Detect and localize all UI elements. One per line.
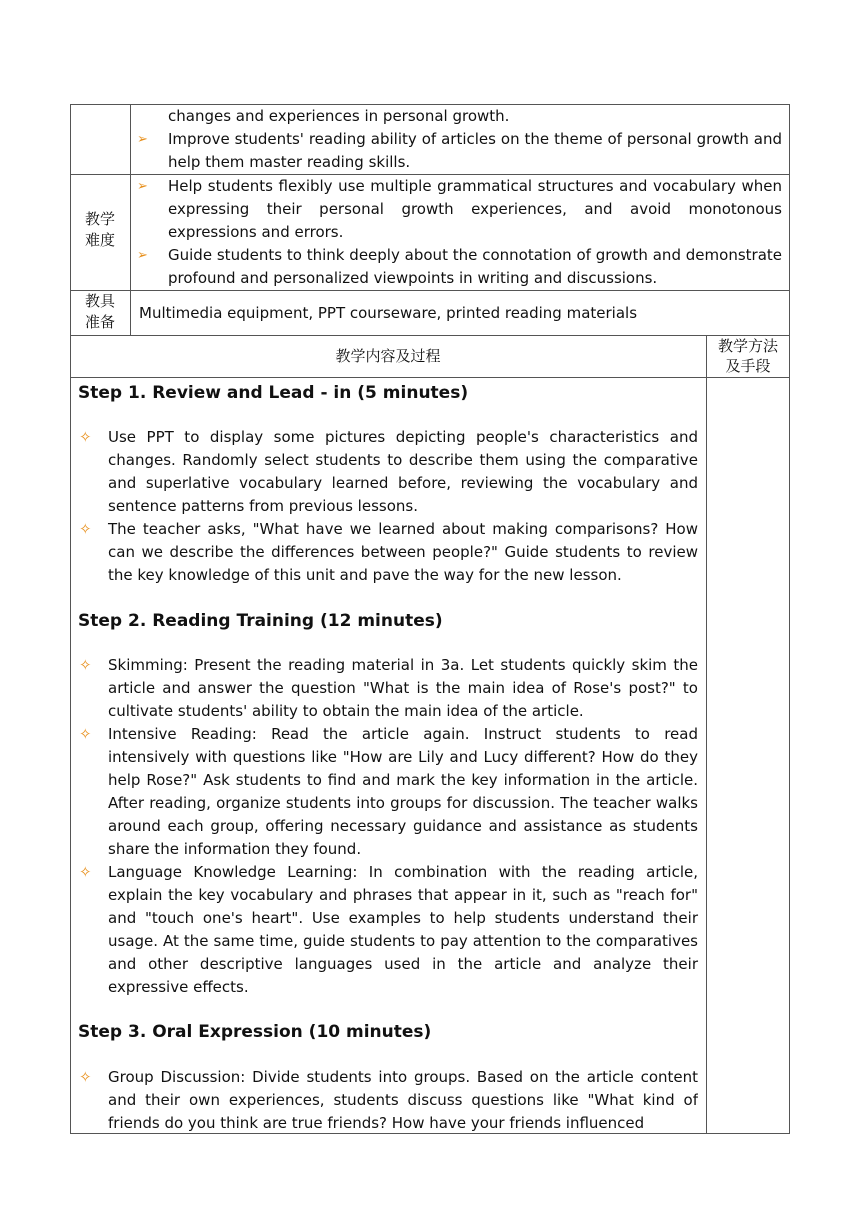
arrow-bullet-icon: ➢ [137,132,148,147]
step-item: Skimming: Present the reading material in 3a. Let students quickly skim the article and answer the question "What is the main idea of Rose's post?" to cultivate students' ability to obtain the main idea of the article. [108,656,698,720]
difficulty-item: Guide students to think deeply about the connotation of growth and demonstrate profound and personalized viewpoints in writing and discussions. [168,246,782,287]
arrow-bullet-icon: ➢ [137,179,148,194]
step-title: Step 3. Oral Expression (10 minutes) [78,1022,432,1042]
method-column-divider [706,335,707,1133]
row-divider [70,335,790,336]
table-border-right [789,104,790,1134]
star-bullet-icon: ✧ [79,863,92,881]
row-divider [70,290,790,291]
star-bullet-icon: ✧ [79,520,92,538]
lesson-plan-table [70,104,790,1134]
step-title: Step 2. Reading Training (12 minutes) [78,611,443,631]
star-bullet-icon: ✧ [79,428,92,446]
step-item: Group Discussion: Divide students into groups. Based on the article content and their own experiences, students discuss questions like "What kind of friends do you think are true friends? How have your friends influenced [108,1068,698,1132]
row-divider [70,377,790,378]
preparation-text: Multimedia equipment, PPT courseware, printed reading materials [139,304,638,322]
table-border-bottom [70,1133,790,1134]
step-item: Language Knowledge Learning: In combination with the reading article, explain the key vocabulary and phrases that appear in it, such as "reach for" and "touch one's heart". Use examples to help students understand their usage. At the same time, guide students to pay attention to the comparatives and other descriptive languages used in the article and analyze their expressive effects. [108,863,698,996]
arrow-bullet-icon: ➢ [137,248,148,263]
star-bullet-icon: ✧ [79,725,92,743]
table-border-left [70,104,71,1134]
method-header: 教学方法 及手段 [717,337,778,375]
preparation-label: 教具 准备 [84,292,115,331]
label-column-divider [130,104,131,335]
star-bullet-icon: ✧ [79,1068,92,1086]
star-bullet-icon: ✧ [79,656,92,674]
content-process-header: 教学内容及过程 [335,347,441,365]
step-title: Step 1. Review and Lead - in (5 minutes) [78,383,469,403]
step-item: Intensive Reading: Read the article again. Instruct students to read intensively with questions like "How are Lily and Lucy different? How do they help Rose?" Ask students to find and mark the key information in the article. After reading, organize students into groups for discussion. The teacher walks around each group, offering necessary guidance and assistance as students share the information they found. [108,725,698,858]
difficulty-label: 教学 难度 [84,210,115,249]
step-item: The teacher asks, "What have we learned about making comparisons? How can we describe the differences between people?" Guide students to review the key knowledge of this unit and pave the way for the new lesson. [108,520,698,584]
objective-item: Improve students' reading ability of articles on the theme of personal growth and help them master reading skills. [168,130,782,171]
objective-continuation: changes and experiences in personal growth. [168,107,510,125]
difficulty-item: Help students flexibly use multiple grammatical structures and vocabulary when expressing their personal growth experiences, and avoid monotonous expressions and errors. [168,177,782,241]
step-item: Use PPT to display some pictures depicting people's characteristics and changes. Randomly select students to describe them using the comparative and superlative vocabulary learned before, reviewing the vocabulary and sentence patterns from previous lessons. [108,428,698,515]
